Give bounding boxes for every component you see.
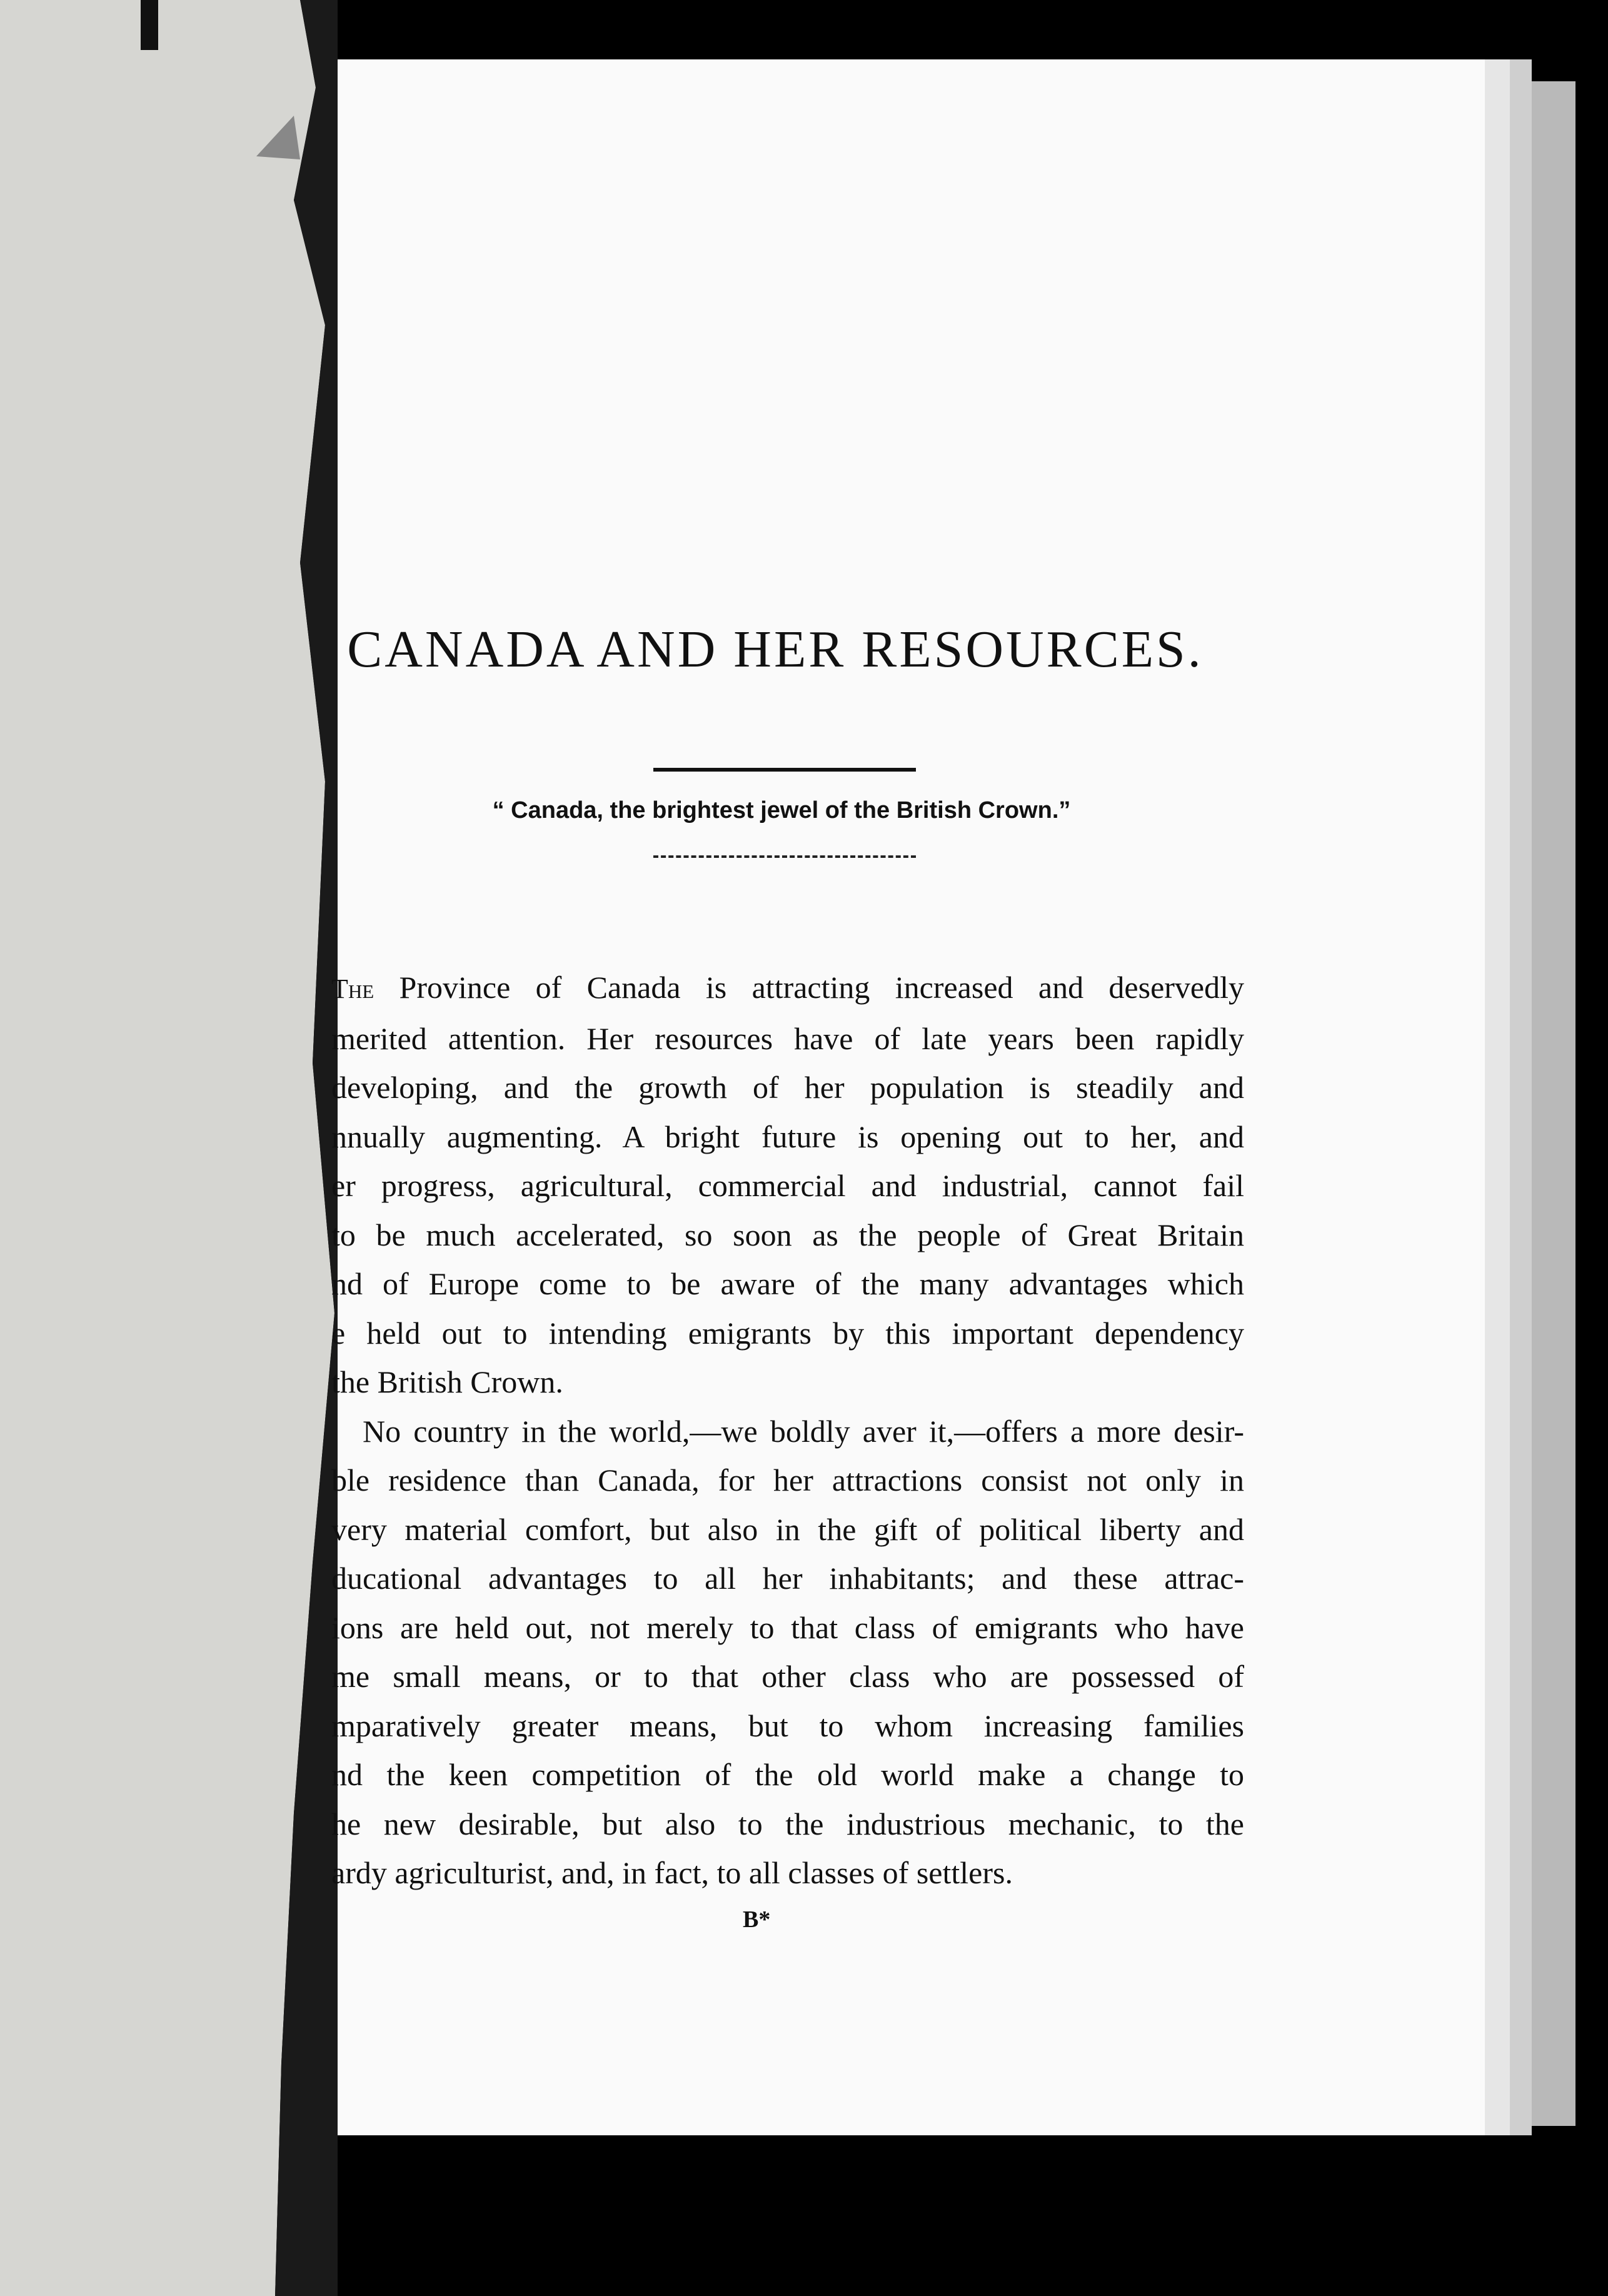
text-line: the British Crown.: [331, 1364, 563, 1399]
text-line: ions are held out, not merely to that class of emigrants who have: [331, 1609, 1244, 1645]
body-text: [331, 963, 1244, 1898]
text-line: mparatively greater means, but to whom increasing families: [331, 1708, 1244, 1743]
text-line: The Province of Canada is attracting increased and deservedly: [331, 970, 1244, 1005]
text-line: he new desirable, but also to the industrious mechanic, to the: [331, 1806, 1244, 1841]
text-line: developing, and the growth of her population is steadily and: [331, 1070, 1244, 1105]
text-line: to be much accelerated, so soon as the people of Great Britain: [331, 1217, 1244, 1252]
title-rule: [653, 768, 916, 772]
left-page-remnant: [0, 0, 334, 2296]
text-line: me small means, or to that other class who are possessed of: [331, 1659, 1244, 1694]
page-title: CANADA AND HER RESOURCES.: [347, 620, 1203, 678]
text-line: No country in the world,—we boldly aver it,—offers a more desir-: [363, 1413, 1244, 1449]
signature-mark: B*: [743, 1906, 771, 1933]
text-line: nnually augmenting. A bright future is opening out to her, and: [331, 1119, 1244, 1154]
text-line: ble residence than Canada, for her attractions consist not only in: [331, 1463, 1244, 1498]
text-line: very material comfort, but also in the gift of political liberty and: [331, 1511, 1244, 1547]
text-line: er progress, agricultural, commercial and industrial, cannot fail: [331, 1168, 1244, 1203]
text-line: nd of Europe come to be aware of the many advantages which: [331, 1266, 1244, 1301]
epigraph-rule: [653, 855, 916, 858]
text-line: e held out to intending emigrants by this important dependency: [331, 1315, 1244, 1351]
epigraph: “ Canada, the brightest jewel of the British Crown.”: [492, 797, 1071, 823]
text-line: ducational advantages to all her inhabitants; and these attrac-: [331, 1561, 1244, 1596]
text-line: ardy agriculturist, and, in fact, to all classes of settlers.: [331, 1855, 1013, 1890]
text-line: nd the keen competition of the old world make a change to: [331, 1757, 1244, 1792]
drop-lead: The: [331, 974, 374, 1004]
text-line: merited attention. Her resources have of late years been rapidly: [331, 1020, 1244, 1056]
